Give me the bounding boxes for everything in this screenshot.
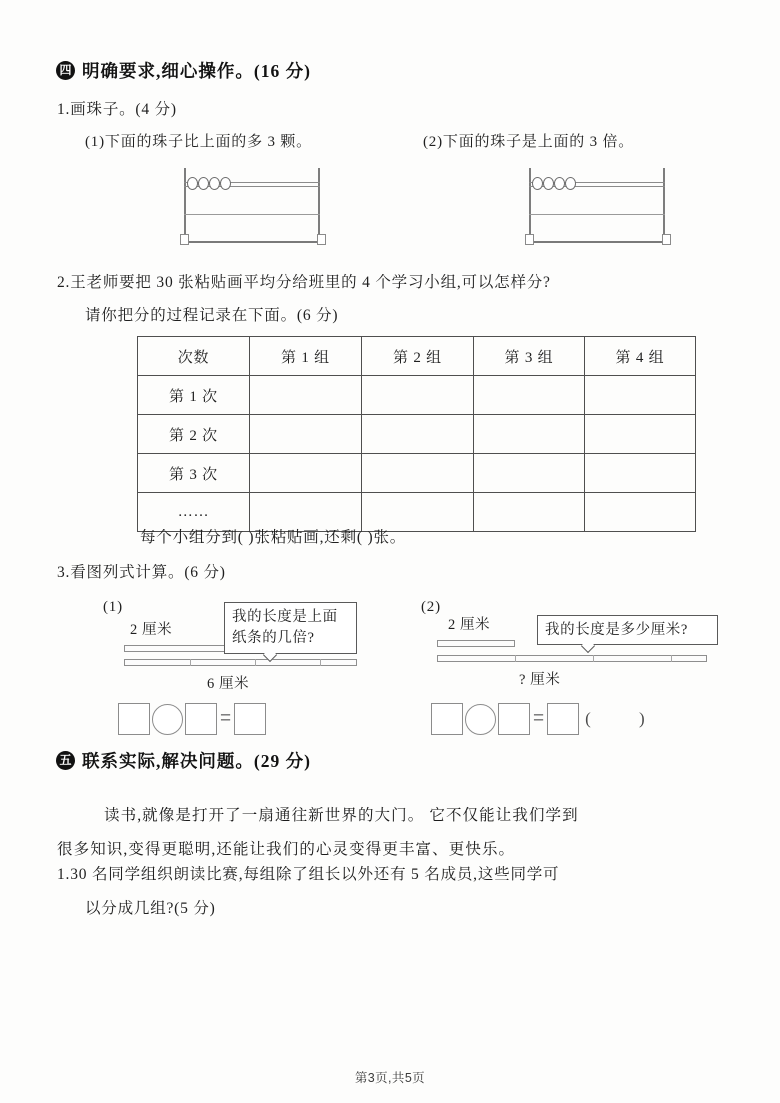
q1-stem: 1.画珠子。(4 分) [57, 101, 177, 118]
table-cell-blank[interactable] [362, 415, 474, 454]
q1-sub2: (2)下面的珠子是上面的 3 倍。 [423, 134, 635, 150]
q3-part1-bubble: 我的长度是上面纸条的几倍? [224, 602, 357, 654]
section-marker-4-icon: 四 [56, 61, 75, 80]
table-row-label: 第 3 次 [138, 454, 250, 493]
table-cell-blank[interactable] [585, 415, 696, 454]
section-title-5: 联系实际,解决问题。(29 分) [82, 751, 311, 771]
table-cell-blank[interactable] [474, 493, 585, 532]
abacus-right [523, 168, 673, 248]
table-row [138, 454, 696, 493]
abacus-left-foot-right [317, 234, 326, 245]
q3-stem: 3.看图列式计算。(6 分) [57, 564, 226, 581]
answer-unit-parentheses[interactable]: ( ) [585, 709, 667, 728]
s5-q1-line2: 以分成几组?(5 分) [85, 900, 216, 917]
q3-part1-top-strip [124, 645, 228, 652]
strip-tick [190, 659, 191, 666]
table-cell-blank[interactable] [585, 376, 696, 415]
q3-part1-label: (1) [103, 599, 123, 615]
table-header-row [138, 337, 696, 376]
table-cell-blank[interactable] [362, 454, 474, 493]
table-row-label: 第 2 次 [138, 415, 250, 454]
strip-tick [515, 655, 516, 662]
table-header-cell: 第 2 组 [362, 337, 474, 376]
table-header-cell: 第 4 组 [585, 337, 696, 376]
table-cell-blank[interactable] [362, 376, 474, 415]
strip-tick [593, 655, 594, 662]
q2-stem-line2: 请你把分的过程记录在下面。(6 分) [85, 307, 339, 324]
bead [220, 177, 231, 190]
table-header-cell: 第 3 组 [474, 337, 585, 376]
q3-part2-label: (2) [421, 599, 441, 615]
answer-box-4[interactable] [498, 703, 530, 735]
table-cell-blank[interactable] [250, 415, 362, 454]
page-footer: 第3页,共5页 [354, 1071, 426, 1085]
answer-operator-circle-2[interactable] [465, 704, 496, 735]
q3-part2-top-label: 2 厘米 [448, 617, 491, 633]
allocation-table [137, 336, 696, 532]
answer-box-result-1[interactable] [234, 703, 266, 735]
q3-part2-top-strip [437, 640, 515, 647]
table-row-label-ellipsis: …… [138, 493, 250, 532]
bead [532, 177, 543, 190]
section-heading-5 [56, 748, 311, 773]
abacus-right-rod-2 [529, 214, 665, 215]
q3-part2-bottom-strip [437, 655, 707, 662]
table-cell-blank[interactable] [585, 493, 696, 532]
answer-box-1[interactable] [118, 703, 150, 735]
abacus-left-rod-2 [184, 214, 320, 215]
q3-part1-bottom-strip [124, 659, 357, 666]
table-row-label: 第 1 次 [138, 376, 250, 415]
table-cell-blank[interactable] [250, 376, 362, 415]
answer-box-3[interactable] [431, 703, 463, 735]
strip-tick [671, 655, 672, 662]
reading-quote-line2: 很多知识,变得更聪明,还能让我们的心灵变得更丰富、更快乐。 [57, 841, 516, 858]
abacus-left [178, 168, 328, 248]
table-cell-blank[interactable] [585, 454, 696, 493]
table-row [138, 376, 696, 415]
section-heading-4 [56, 58, 311, 83]
q3-part1-bottom-label: 6 厘米 [207, 676, 250, 692]
abacus-left-foot-left [180, 234, 189, 245]
abacus-right-post-left [529, 168, 531, 242]
s5-q1-line1: 1.30 名同学组织朗读比赛,每组除了组长以外还有 5 名成员,这些同学可 [57, 866, 560, 883]
answer-box-result-2[interactable] [547, 703, 579, 735]
abacus-left-post-left [184, 168, 186, 242]
bead [565, 177, 576, 190]
answer-operator-circle-1[interactable] [152, 704, 183, 735]
bead [198, 177, 209, 190]
table-header-cell: 第 1 组 [250, 337, 362, 376]
table-cell-blank[interactable] [474, 415, 585, 454]
table-cell-blank[interactable] [474, 376, 585, 415]
abacus-right-foot-right [662, 234, 671, 245]
q3-answer-row-1 [118, 703, 266, 735]
table-cell-blank[interactable] [250, 454, 362, 493]
section-marker-5-icon: 五 [56, 751, 75, 770]
strip-tick [255, 659, 256, 666]
bead [187, 177, 198, 190]
table-cell-blank[interactable] [474, 454, 585, 493]
abacus-left-base [180, 241, 324, 243]
abacus-right-foot-left [525, 234, 534, 245]
answer-box-2[interactable] [185, 703, 217, 735]
q3-part1-top-label: 2 厘米 [130, 622, 173, 638]
abacus-right-post-right [663, 168, 665, 242]
reading-quote-line1: 读书,就像是打开了一扇通往新世界的大门。 它不仅能让我们学到 [104, 807, 579, 824]
abacus-left-post-right [318, 168, 320, 242]
table-row [138, 415, 696, 454]
bead [209, 177, 220, 190]
table-header-cell: 次数 [138, 337, 250, 376]
bead [554, 177, 565, 190]
q3-answer-row-2 [431, 703, 667, 735]
strip-tick [320, 659, 321, 666]
abacus-right-base [525, 241, 669, 243]
q2-fill-line[interactable]: 每个小组分到( )张粘贴画,还剩( )张。 [140, 529, 407, 546]
equals-sign-2: = [533, 708, 545, 729]
q3-part2-bottom-label: ? 厘米 [519, 672, 561, 688]
bead [543, 177, 554, 190]
q3-part2-bubble: 我的长度是多少厘米? [537, 615, 718, 645]
section-title-4: 明确要求,细心操作。(16 分) [82, 61, 311, 81]
q1-sub1: (1)下面的珠子比上面的多 3 颗。 [85, 134, 312, 150]
equals-sign-1: = [220, 708, 232, 729]
q2-stem-line1: 2.王老师要把 30 张粘贴画平均分给班里的 4 个学习小组,可以怎样分? [57, 274, 551, 291]
